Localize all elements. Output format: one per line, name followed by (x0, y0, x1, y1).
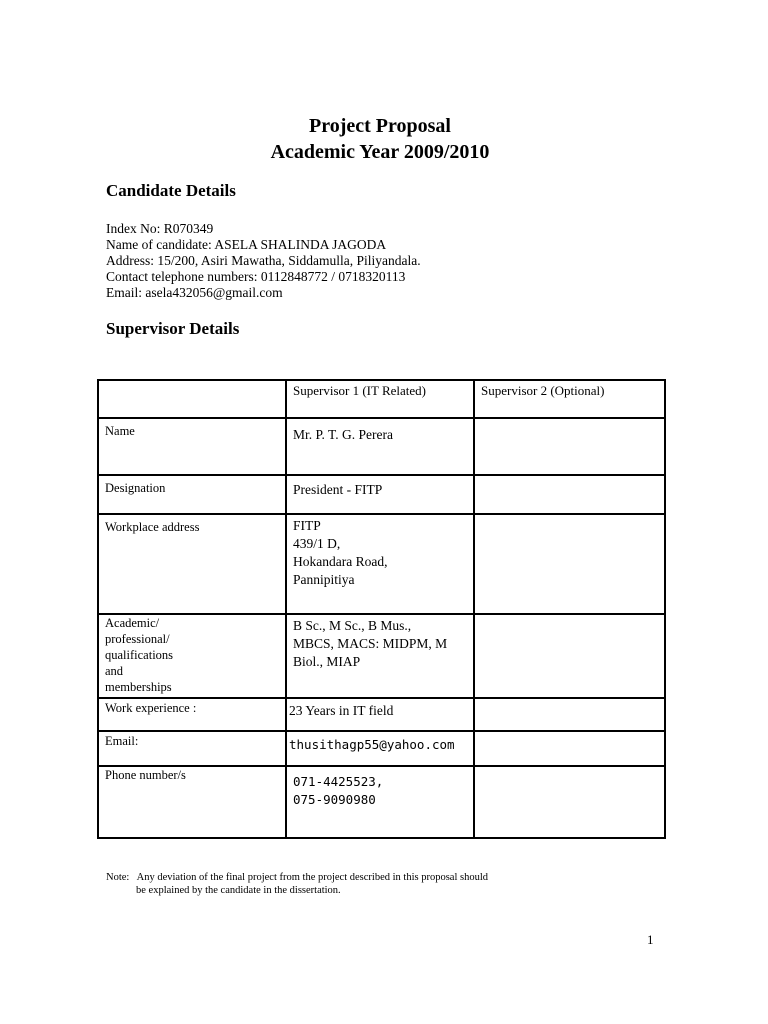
candidate-details-heading: Candidate Details (106, 181, 236, 200)
candidate-name: Name of candidate: ASELA SHALINDA JAGODA (106, 237, 387, 252)
footnote-line-2: be explained by the candidate in the dissertation. (136, 885, 341, 896)
supervisor-details-heading: Supervisor Details (106, 319, 240, 338)
supervisor-2-name (474, 418, 665, 475)
candidate-email: Email: asela432056@gmail.com (106, 285, 283, 300)
table-row (98, 418, 665, 475)
supervisor-2-phone (474, 766, 665, 838)
row-label-email: Email: (98, 731, 286, 766)
row-label-name: Name (98, 418, 286, 475)
row-label-work-experience: Work experience : (98, 698, 286, 731)
candidate-details-block (106, 221, 421, 301)
supervisor-1-email: thusithagp55@yahoo.com (286, 731, 474, 766)
row-label-phone: Phone number/s (98, 766, 286, 838)
row-label-qualifications: Academic/ professional/ qualifications and memberships (98, 614, 286, 698)
supervisor-1-phone: 071-4425523, 075-9090980 (286, 766, 474, 838)
table-row (98, 514, 665, 614)
candidate-index-no: Index No: R070349 (106, 221, 214, 236)
page-number: 1 (647, 932, 654, 947)
supervisor-1-designation: President - FITP (286, 475, 474, 514)
supervisor-1-work-experience: 23 Years in IT field (286, 698, 474, 731)
academic-year-title: Academic Year 2009/2010 (270, 141, 490, 163)
table-row (98, 475, 665, 514)
table-row (98, 766, 665, 838)
table-row (98, 380, 665, 418)
header-empty-cell (98, 380, 286, 418)
candidate-telephone: Contact telephone numbers: 0112848772 / 0718320113 (106, 269, 406, 284)
supervisor-2-work-experience (474, 698, 665, 731)
supervisor-1-header: Supervisor 1 (IT Related) (286, 380, 474, 418)
supervisor-2-header: Supervisor 2 (Optional) (474, 380, 665, 418)
table-row (98, 731, 665, 766)
supervisor-table (97, 379, 666, 839)
footnote (106, 871, 488, 897)
footnote-line-1: Note: Any deviation of the final project from the project described in this proposal should (106, 872, 488, 883)
table-row (98, 698, 665, 731)
document-title: Project Proposal (308, 115, 451, 137)
supervisor-1-name: Mr. P. T. G. Perera (286, 418, 474, 475)
row-label-designation: Designation (98, 475, 286, 514)
supervisor-2-qualifications (474, 614, 665, 698)
supervisor-1-workplace-address: FITP 439/1 D, Hokandara Road, Pannipitiya (286, 514, 474, 614)
candidate-address: Address: 15/200, Asiri Mawatha, Siddamulla, Piliyandala. (106, 253, 421, 268)
supervisor-2-email (474, 731, 665, 766)
supervisor-2-designation (474, 475, 665, 514)
row-label-workplace-address: Workplace address (98, 514, 286, 614)
table-row (98, 614, 665, 698)
supervisor-1-qualifications: B Sc., M Sc., B Mus., MBCS, MACS: MIDPM, M Biol., MIAP (286, 614, 474, 698)
supervisor-2-workplace-address (474, 514, 665, 614)
